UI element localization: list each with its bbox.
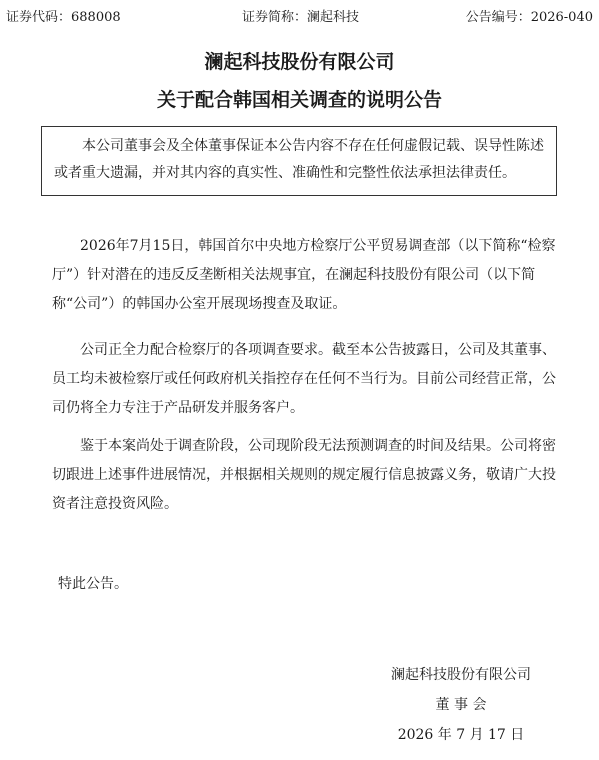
closing-statement: 特此公告。 bbox=[58, 576, 128, 592]
signature-block bbox=[381, 660, 541, 750]
stock-name: 证券简称：澜起科技 bbox=[242, 10, 360, 25]
disclaimer-box: 本公司董事会及全体董事保证本公告内容不存在任何虚假记载、误导性陈述或者重大遗漏，并对其内容的真实性、准确性和完整性依法承担法律责任。 bbox=[41, 126, 557, 196]
announcement-header bbox=[6, 8, 593, 28]
body-paragraph-risk: 鉴于本案尚处于调查阶段，公司现阶段无法预测调查的时间及结果。公司将密切跟进上述事件进展情况，并根据相关规则的规定履行信息披露义务，敬请广大投资者注意投资风险。 bbox=[52, 438, 556, 512]
signature-company: 澜起科技股份有限公司 bbox=[391, 667, 531, 683]
signature-date: 2026 年 7 月 17 日 bbox=[397, 727, 525, 743]
stock-code: 证券代码：688008 bbox=[6, 10, 121, 25]
announcement-number: 公告编号：2026-040 bbox=[465, 10, 593, 25]
body-paragraph-investigation: 2026年7月15日，韩国首尔中央地方检察厅公平贸易调查部（以下简称“检察厅”）针对潜在的违反反垄断相关法规事宜，在澜起科技股份有限公司（以下简称“公司”）的韩国办公室开展现场搜查及取证。 bbox=[52, 238, 556, 312]
signature-board: 董 事 会 bbox=[435, 697, 487, 713]
company-title: 澜起科技股份有限公司 bbox=[204, 51, 395, 73]
document-title: 关于配合韩国相关调查的说明公告 bbox=[156, 89, 442, 111]
body-paragraph-cooperation: 公司正全力配合检察厅的各项调查要求。截至本公告披露日，公司及其董事、员工均未被检察厅或任何政府机关指控存在任何不当行为。目前公司经营正常，公司仍将全力专注于产品研发并服务客户。 bbox=[52, 342, 556, 416]
